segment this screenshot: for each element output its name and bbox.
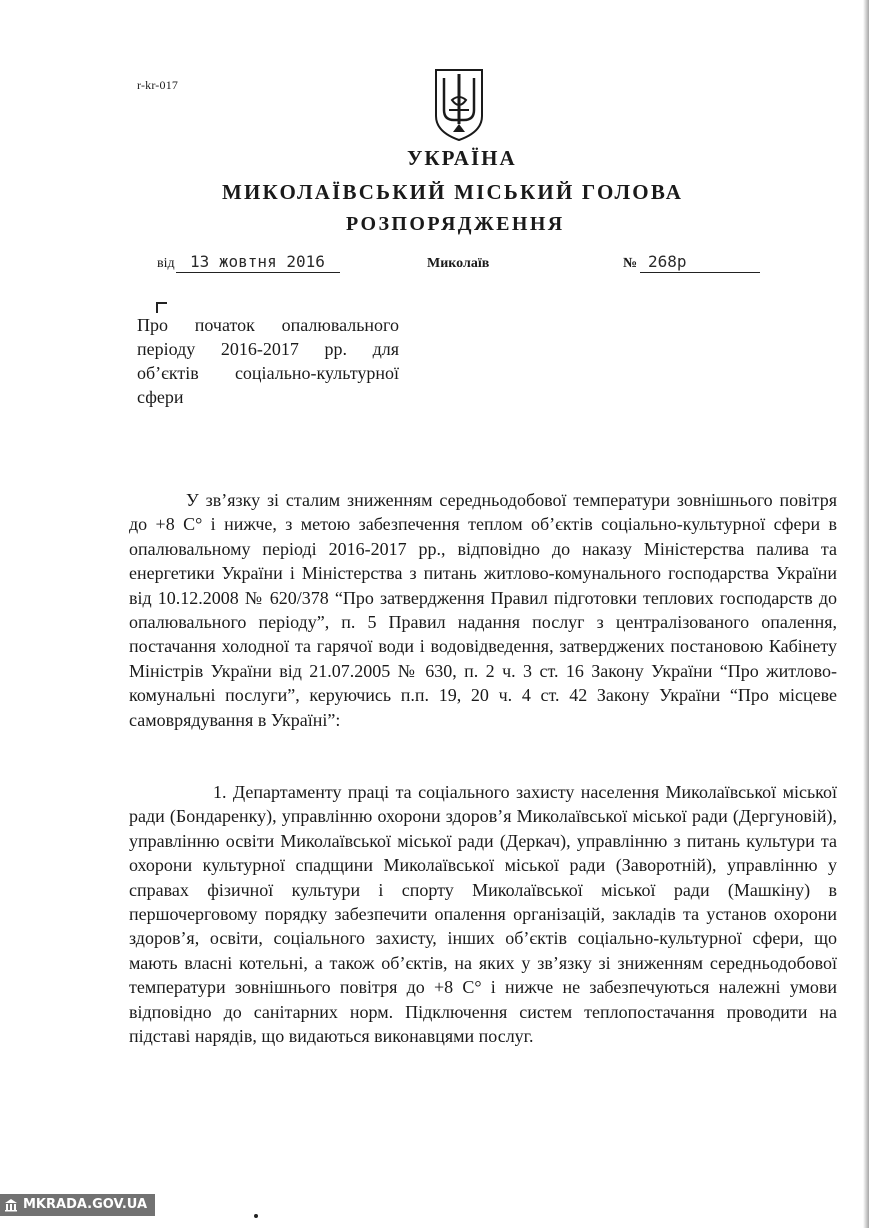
subject-line: періоду 2016-2017 рр. для bbox=[137, 339, 399, 359]
header-issuer: МИКОЛАЇВСЬКИЙ МІСЬКИЙ ГОЛОВА bbox=[222, 180, 684, 204]
document-subject bbox=[137, 313, 399, 409]
order-item-1: 1. Департаменту праці та соціального захисту населення Миколаївської міської ради (Бондаренку), управлінню охорони здоров’я Миколаївської міської ради (Дергуновій), управлінню освіти Миколаївської міської ради (Деркач), управлінню з питань культури та охорони культурної спадщини Миколаївської міської ради (Заворотній), управлінню у справах фізичної культури і спорту Миколаївської міської ради (Машкіну) в першочерговому порядку забезпечити опалення організацій, закладів та установ охорони здоров’я, освіти, соціального захисту, інших об’єктів соціально-культурної сфери, що мають власні котельні, а також об’єктів, на яких у зв’язку зі зниженням середньодобової температури зовнішнього повітря до +8 С° і нижче не забезпечуються належні умови відповідно до санітарних норм. Підключення систем теплопостачання проводити на підставі нарядів, що видаються виконавцями послуг. bbox=[129, 782, 837, 1047]
subject-line: Про початок опалювального bbox=[137, 315, 399, 335]
site-watermark bbox=[0, 1194, 155, 1216]
document-meta-row bbox=[0, 252, 869, 278]
subject-line: сфери bbox=[137, 387, 184, 407]
header-document-type: РОЗПОРЯДЖЕННЯ bbox=[346, 213, 565, 235]
city-name: Миколаїв bbox=[427, 256, 490, 271]
subject-corner-mark bbox=[156, 302, 167, 313]
watermark-text: MKRADA.GOV.UA bbox=[23, 1197, 148, 1212]
number-label: № bbox=[623, 256, 638, 271]
number-value: 268р bbox=[648, 252, 687, 271]
date-label: від bbox=[157, 256, 175, 271]
date-value: 13 жовтня 2016 bbox=[190, 252, 325, 271]
scan-speck bbox=[254, 1214, 258, 1218]
document-code: r-kr-017 bbox=[137, 78, 179, 92]
city-hall-icon bbox=[4, 1198, 18, 1212]
header-country: УКРАЇНА bbox=[407, 146, 517, 170]
scan-shadow-edge bbox=[863, 0, 869, 1228]
subject-line: об’єктів соціально-культурної bbox=[137, 363, 399, 383]
coat-of-arms-trident-icon bbox=[432, 66, 486, 142]
preamble-paragraph: У зв’язку зі сталим зниженням середньодобової температури зовнішнього повітря до +8 С° і нижче, з метою забезпечення теплом об’єктів соціально-культурної сфери в опалювальному періоді 2016-2017 рр., відповідно до наказу Міністерства палива та енергетики України і Міністерства з питань житлово-комунального господарства України від 10.12.2008 № 620/378 “Про затвердження Правил підготовки теплових господарств до опалювального періоду”, п. 5 Правил надання послуг з централізованого опалення, постачання холодної та гарячої води і водовідведення, затверджених постановою Кабінету Міністрів України від 21.07.2005 № 630, п. 2 ч. 3 ст. 16 Закону України “Про житлово-комунальні послуги”, керуючись п.п. 19, 20 ч. 4 ст. 42 Закону України “Про місцеве самоврядування в Україні”: bbox=[129, 490, 837, 730]
